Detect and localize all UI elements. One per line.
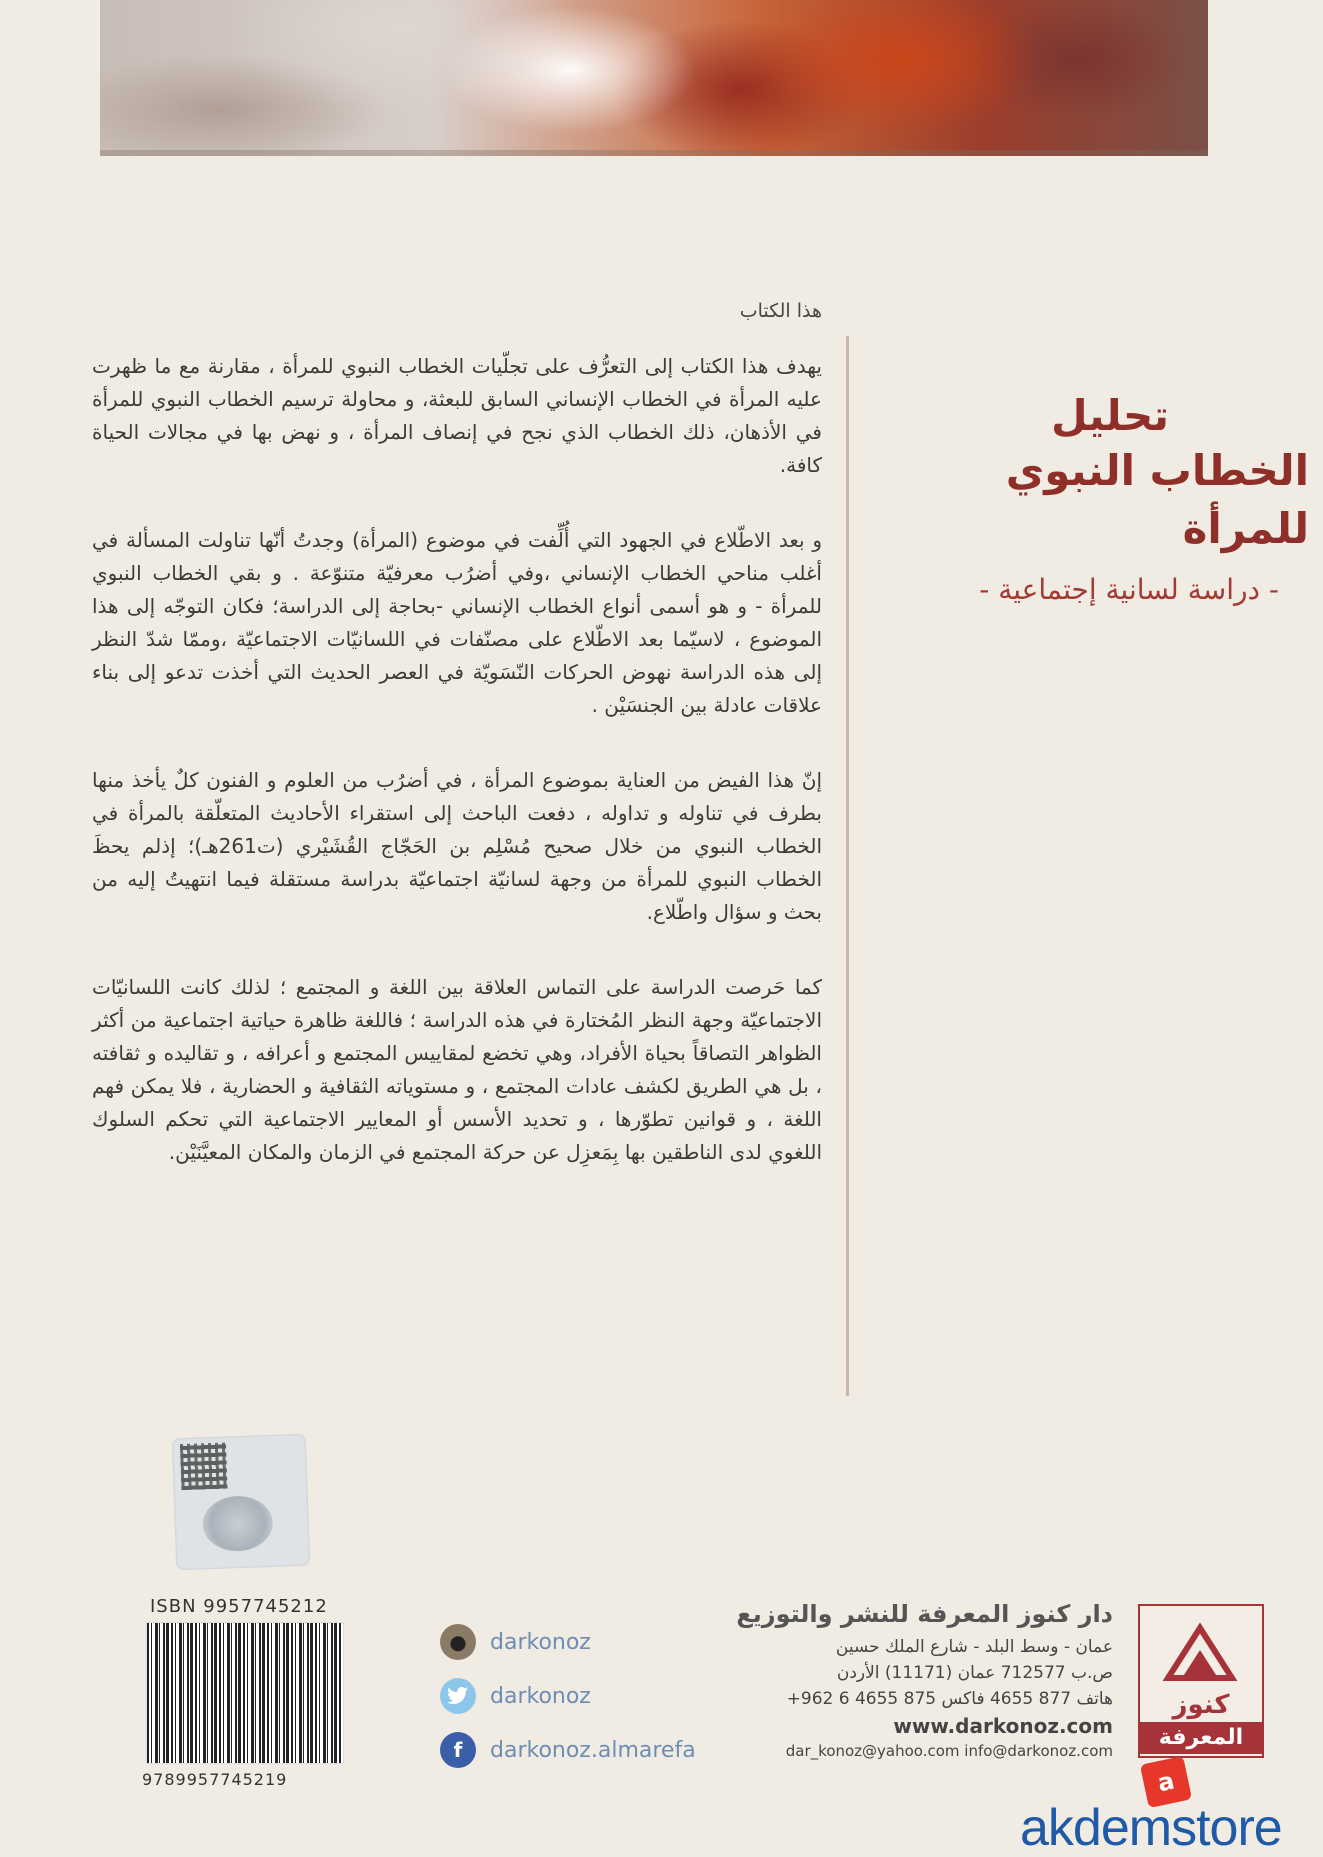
- book-title-line1: تحليل: [1051, 391, 1169, 440]
- store-logo-icon: a: [1140, 1756, 1192, 1808]
- book-subtitle: - دراسة لسانية إجتماعية -: [979, 573, 1279, 606]
- book-title-block: [869, 390, 1309, 610]
- publisher-name: دار كنوز المعرفة للنشر والتوزيع: [736, 1600, 1113, 1628]
- publisher-emails[interactable]: dar_konoz@yahoo.com info@darkonoz.com: [785, 1742, 1113, 1760]
- twitter-icon: [440, 1678, 476, 1714]
- publisher-logo: [1138, 1604, 1264, 1758]
- publisher-pobox: ص.ب 712577 عمان (11171) الأردن: [836, 1663, 1113, 1683]
- logo-text-line2: المعرفة: [1140, 1722, 1262, 1754]
- column-divider: [846, 336, 849, 1396]
- facebook-icon: f: [440, 1732, 476, 1768]
- synopsis-paragraph: و بعد الاطّلاع في الجهود التي أُلِّفت في موضوع (المرأة) وجدتُ أنّها تناولت المسألة في أغلب مناحي الخطاب الإنساني ،وفي أضرُب معرفيّة متنوّعة . و بقي الخطاب النبوي للمرأة - و هو أسمى أنواع الخطاب الإنساني -بحاجة إلى الدراسة؛ فكان التوجّه إلى هذا الموضوع ، لاسيّما بعد الاطّلاع على مصنّفات في اللسانيّات الاجتماعيّة ،وممّا شدّ النظر إلى هذه الدراسة نهوض الحركات النّسَويّة في العصر الحديث التي أخذت تدعو إلى بناء علاقات عادلة بين الجنسَيْن .: [92, 528, 822, 717]
- synopsis-label: هذا الكتاب: [739, 300, 822, 322]
- synopsis-paragraph: كما حَرصت الدراسة على التماس العلاقة بين اللغة و المجتمع ؛ لذلك كانت اللسانيّات الاجتماعيّة وجهة النظر المُختارة في هذه الدراسة ؛ فاللغة ظاهرة حياتية اجتماعية من أكثر الظواهر التصاقاً بحياة الأفراد، وهي تخضع لمقاييس المجتمع و أعرافه ، و تقاليده و ثقافته ، بل هي الطريق لكشف عادات المجتمع ، و مستوياته الثقافية و الحضارية ، فلا يمكن فهم اللغة ، و قوانين تطوّرها ، و تحديد الأسس أو المعايير الاجتماعية التي تحكم السلوك اللغوي لدى الناطقين بها بِمَعزِل عن حركة المجتمع في الزمان والمكان المعيَّنَيْن.: [92, 975, 822, 1164]
- open-book-icon: [1160, 1620, 1240, 1682]
- barcode: [146, 1622, 344, 1764]
- social-handle: darkonoz: [490, 1683, 591, 1709]
- social-handle: darkonoz.almarefa: [490, 1737, 696, 1763]
- publisher-phone: هاتف 877 4655 فاكس 875 4655 6 962+: [786, 1689, 1113, 1709]
- instagram-icon: [440, 1624, 476, 1660]
- qr-code-icon: [180, 1442, 228, 1490]
- isbn-number: 9789957745219: [142, 1770, 288, 1789]
- publisher-website[interactable]: www.darkonoz.com: [893, 1714, 1113, 1738]
- synopsis-paragraph: يهدف هذا الكتاب إلى التعرُّف على تجلّيات الخطاب النبوي للمرأة ، مقارنة مع ما ظهرت عليه المرأة في الخطاب الإنساني السابق للبعثة، و محاولة ترسيم الخطاب النبوي للمرأة في الأذهان، ذلك الخطاب الذي نجح في إنصاف المرأة ، و نهض بها في مجالات الحياة كافة.: [92, 354, 822, 477]
- social-handle: darkonoz: [490, 1629, 591, 1655]
- store-watermark: akdemstore: [1020, 1799, 1282, 1857]
- book-title-line2: الخطاب النبوي للمرأة: [1005, 446, 1309, 553]
- hologram-sticker: [172, 1434, 311, 1571]
- publisher-info: [673, 1600, 1113, 1762]
- cover-artwork-edge: [100, 150, 1208, 156]
- synopsis: [92, 300, 822, 1211]
- hologram-seal: [202, 1495, 274, 1552]
- logo-text-line1: كنوز: [1172, 1690, 1230, 1720]
- publisher-address: عمان - وسط البلد - شارع الملك حسين: [835, 1637, 1113, 1657]
- cover-artwork: [100, 0, 1208, 156]
- synopsis-paragraph: إنّ هذا الفيض من العناية بموضوع المرأة ، في أضرُب من العلوم و الفنون كلٌ يأخذ منها بطرف في تناوله و تداوله ، دفعت الباحث إلى استقراء الأحاديث المتعلّقة بالمرأة في الخطاب النبوي من خلال صحيح مُسْلِم بن الحَجّاج القُشَيْري (ت261هـ)؛ إذلم يحظَ الخطاب النبوي للمرأة من وجهة لسانيّة اجتماعيّة بدراسة مستقلة فيما انتهيتُ إليه من بحث و سؤال واطّلاع.: [92, 768, 822, 924]
- isbn-label: ISBN 9957745212: [150, 1596, 328, 1617]
